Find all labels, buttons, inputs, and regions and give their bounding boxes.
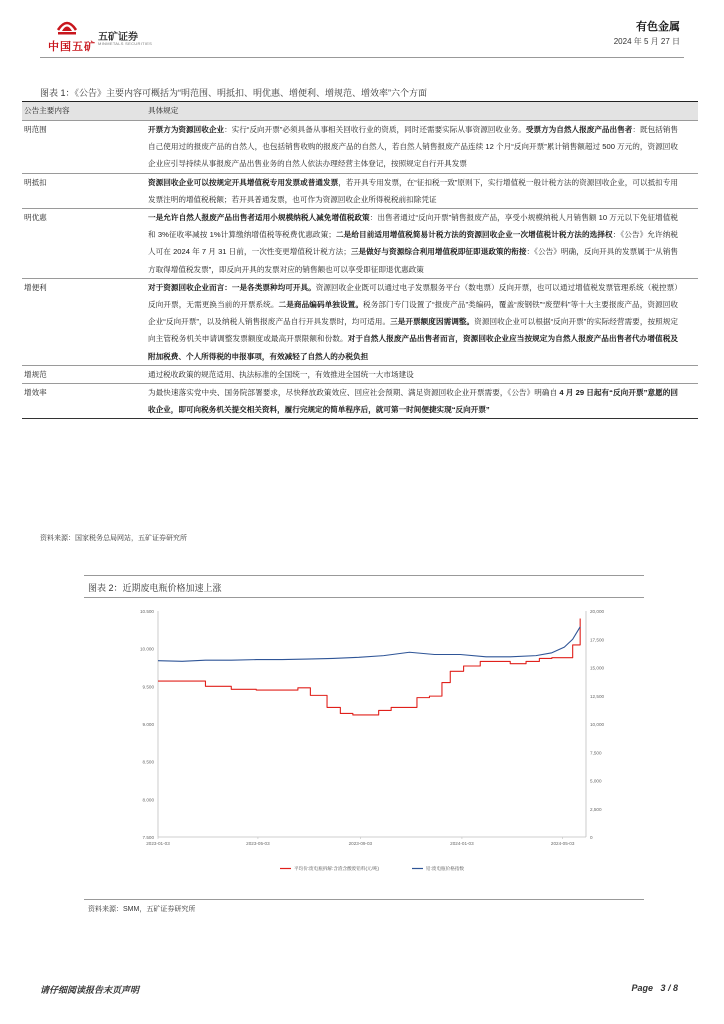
- row-detail: [142, 365, 698, 383]
- text-segment: ：实行“反向开票”必须具备从事相关回收行业的资质，同时还需要实际从事资源回收业务。: [224, 125, 526, 134]
- table-row: [22, 173, 698, 208]
- header-divider: [40, 57, 684, 58]
- text-segment: ：《公告》明确，反向开具的发票属于“从销售方取得增值税发票”，即反向开具的发票对应的销售额也可以享受即征即退优惠政策: [148, 247, 678, 274]
- right-axis-tick-label: 17,500: [590, 637, 605, 643]
- bold-text-segment: 受票方为自然人报废产品出售者: [525, 125, 633, 134]
- text-segment: ：既包括销售自己使用过的报废产品的自然人，也包括销售收购的报废产品的自然人，若自然人销售报废产品连续 12 个月“反向开票”累计销售额超过 500 万元的，资源回收企业应引导持续从事报废产品出售业务的自然人依法办理经营主体登记，按照规定自行开具发票: [148, 125, 679, 169]
- chart-bottom-divider: [84, 899, 644, 900]
- figure2-source: 资料来源：SMM，五矿证券研究所: [88, 906, 196, 913]
- right-axis-tick-label: 5,000: [590, 778, 602, 784]
- row-label: 明抵扣: [22, 173, 142, 208]
- bold-text-segment: 一是允许自然人报废产品出售者适用小规模纳税人减免增值税政策: [148, 213, 370, 223]
- right-axis-tick-label: 20,000: [590, 609, 605, 614]
- bold-text-segment: 资源回收企业可以按规定开具增值税专用发票或普通发票: [148, 177, 339, 187]
- chart-top-divider: [84, 575, 644, 576]
- right-axis-tick-label: 15,000: [590, 665, 605, 671]
- left-axis-tick-label: 10.500: [139, 609, 154, 614]
- text-segment: 为最快速落实党中央、国务院部署要求，尽快释放政策效应、回应社会预期、满足资源回收企业开票需要，《公告》明确自: [148, 388, 560, 398]
- right-axis-tick-label: 0: [590, 835, 593, 840]
- left-axis-tick-label: 9.500: [142, 684, 154, 690]
- series-line-scrap-battery-price: [158, 619, 580, 715]
- row-label: 明优惠: [22, 209, 142, 279]
- chart-title-divider: [84, 597, 644, 598]
- left-axis-tick-label: 10.000: [139, 646, 154, 652]
- bold-text-segment: 二是给目前适用增值税简易计税方法的资源回收企业一次增值税计税方法的选择权: [335, 230, 613, 240]
- x-axis-tick-label: 2024-05-03: [550, 841, 575, 846]
- bold-text-segment: 三是开票额度因需调整。: [390, 317, 475, 327]
- table-header-rule: 具体规定: [142, 102, 698, 121]
- table-row: [22, 278, 698, 365]
- legend-label-scrap-battery-price: 平均价:废电瓶拆解:含渣含酸废铅料(元/吨): [294, 866, 379, 871]
- bold-text-segment: 三是做好与资源综合利用增值税即征即退政策的衔接: [350, 247, 527, 257]
- row-detail: [142, 209, 698, 279]
- left-axis-tick-label: 8.500: [142, 759, 154, 765]
- left-axis-tick-label: 7.500: [142, 835, 154, 840]
- report-date: 2024 年 5 月 27 日: [613, 37, 680, 46]
- x-axis-tick-label: 2023-05-03: [246, 841, 270, 846]
- figure1-source: 资料来源：国家税务总局网站，五矿证券研究所: [40, 535, 187, 542]
- company-logo-text: 中国五矿: [48, 41, 96, 53]
- industry-title: 有色金属: [636, 21, 680, 33]
- row-label: 增规范: [22, 365, 142, 383]
- table-header-content: 公告主要内容: [22, 102, 142, 121]
- figure1-title: 图表 1：《公告》主要内容可概括为“明范围、明抵扣、明优惠、增便利、增规范、增效率”六个方面: [40, 88, 428, 98]
- series-line-scrap-battery-index: [158, 627, 580, 661]
- x-axis-tick-label: 2024-01-03: [450, 841, 474, 846]
- left-axis-tick-label: 9.000: [142, 722, 154, 727]
- bold-text-segment: 对于资源回收企业而言：一是各类票种均可开具。: [148, 282, 316, 292]
- bold-text-segment: 4 月 29 日起有“反向开票”意愿的回收企业，即可向税务机关提交相关资料，履行完规定的简单程序后，就可第一时间便捷实现“反向开票”: [148, 388, 679, 415]
- legend-label-scrap-battery-index: 铅:废电瓶价格指数: [426, 866, 465, 871]
- left-axis-tick-label: 8.000: [142, 797, 154, 803]
- scrap-battery-price-chart: [84, 600, 644, 895]
- figure2-title: 图表 2：近期废电瓶价格加速上涨: [88, 583, 222, 593]
- bold-text-segment: 对于自然人报废产品出售者而言，资源回收企业应当按规定为自然人报废产品出售者代办增值税及附加税费、个人所得税的申报事项，有效减轻了自然人的办税负担: [148, 334, 679, 361]
- text-segment: ：《公告》允许纳税人可在 2024 年 7 月 31 日前，一次性变更增值税计税方法；: [148, 230, 679, 257]
- row-label: 增效率: [22, 384, 142, 419]
- text-segment: ：出售者通过“反向开票”销售报废产品，享受小规模纳税人月销售额 10 万元以下免征增值税和 3%征收率减按 1%计算缴纳增值税等税费优惠政策；: [148, 213, 678, 240]
- right-axis-tick-label: 7,500: [590, 750, 602, 756]
- text-segment: ，若开具专用发票，在“征扣税一致”原则下，实行增值税一般计税方法的资源回收企业，可以抵扣专用发票注明的增值税税额；若开具普通发票，也可作为资源回收企业所得税税前扣除凭证: [148, 177, 678, 204]
- text-segment: 资源回收企业既可以通过电子发票服务平台（数电票）反向开票，也可以通过增值税发票管理系统（税控票）反向开票，无需更换当前的开票系统。: [148, 282, 678, 310]
- securities-logo-english: MINMETALS SECURITIES: [98, 41, 153, 46]
- table-row: [22, 365, 698, 383]
- x-axis-tick-label: 2023-01-03: [146, 841, 170, 846]
- page-number: Page 3 / 8: [631, 983, 678, 993]
- right-axis-tick-label: 10,000: [590, 722, 605, 727]
- table-row: [22, 209, 698, 279]
- securities-logo-text: 五矿证券: [98, 32, 138, 43]
- text-segment: 税务部门专门设置了“报废产品”类编码，覆盖“废钢铁”“废塑料”等十大主要报废产品，资源回收企业“反向开票”，以及纳税人销售报废产品自行开具发票时，均可适用。: [148, 300, 679, 327]
- policy-table: [22, 101, 698, 419]
- right-axis-tick-label: 2,500: [590, 806, 602, 812]
- table-row: [22, 121, 698, 174]
- bold-text-segment: 二是商品编码单独设置。: [278, 300, 364, 310]
- footer-disclaimer: 请仔细阅读报告末页声明: [40, 985, 140, 995]
- table-row: [22, 384, 698, 419]
- row-detail: [142, 278, 698, 365]
- row-detail: [142, 384, 698, 419]
- text-segment: 资源回收企业可以根据“反向开票”的实际经营需要，按照规定向主管税务机关申请调整发票额度或最高开票限额和份数。: [148, 317, 678, 344]
- x-axis-tick-label: 2023-09-03: [348, 841, 373, 846]
- row-label: 明范围: [22, 121, 142, 174]
- text-segment: 通过税收政策的规范适用、执法标准的全国统一，有效推进全国统一大市场建设: [148, 369, 414, 379]
- right-axis-tick-label: 12,500: [590, 693, 605, 699]
- row-detail: [142, 121, 698, 174]
- minmetals-logo-icon: [56, 16, 78, 36]
- row-label: 增便利: [22, 278, 142, 365]
- bold-text-segment: 开票方为资源回收企业: [148, 125, 225, 134]
- row-detail: [142, 173, 698, 208]
